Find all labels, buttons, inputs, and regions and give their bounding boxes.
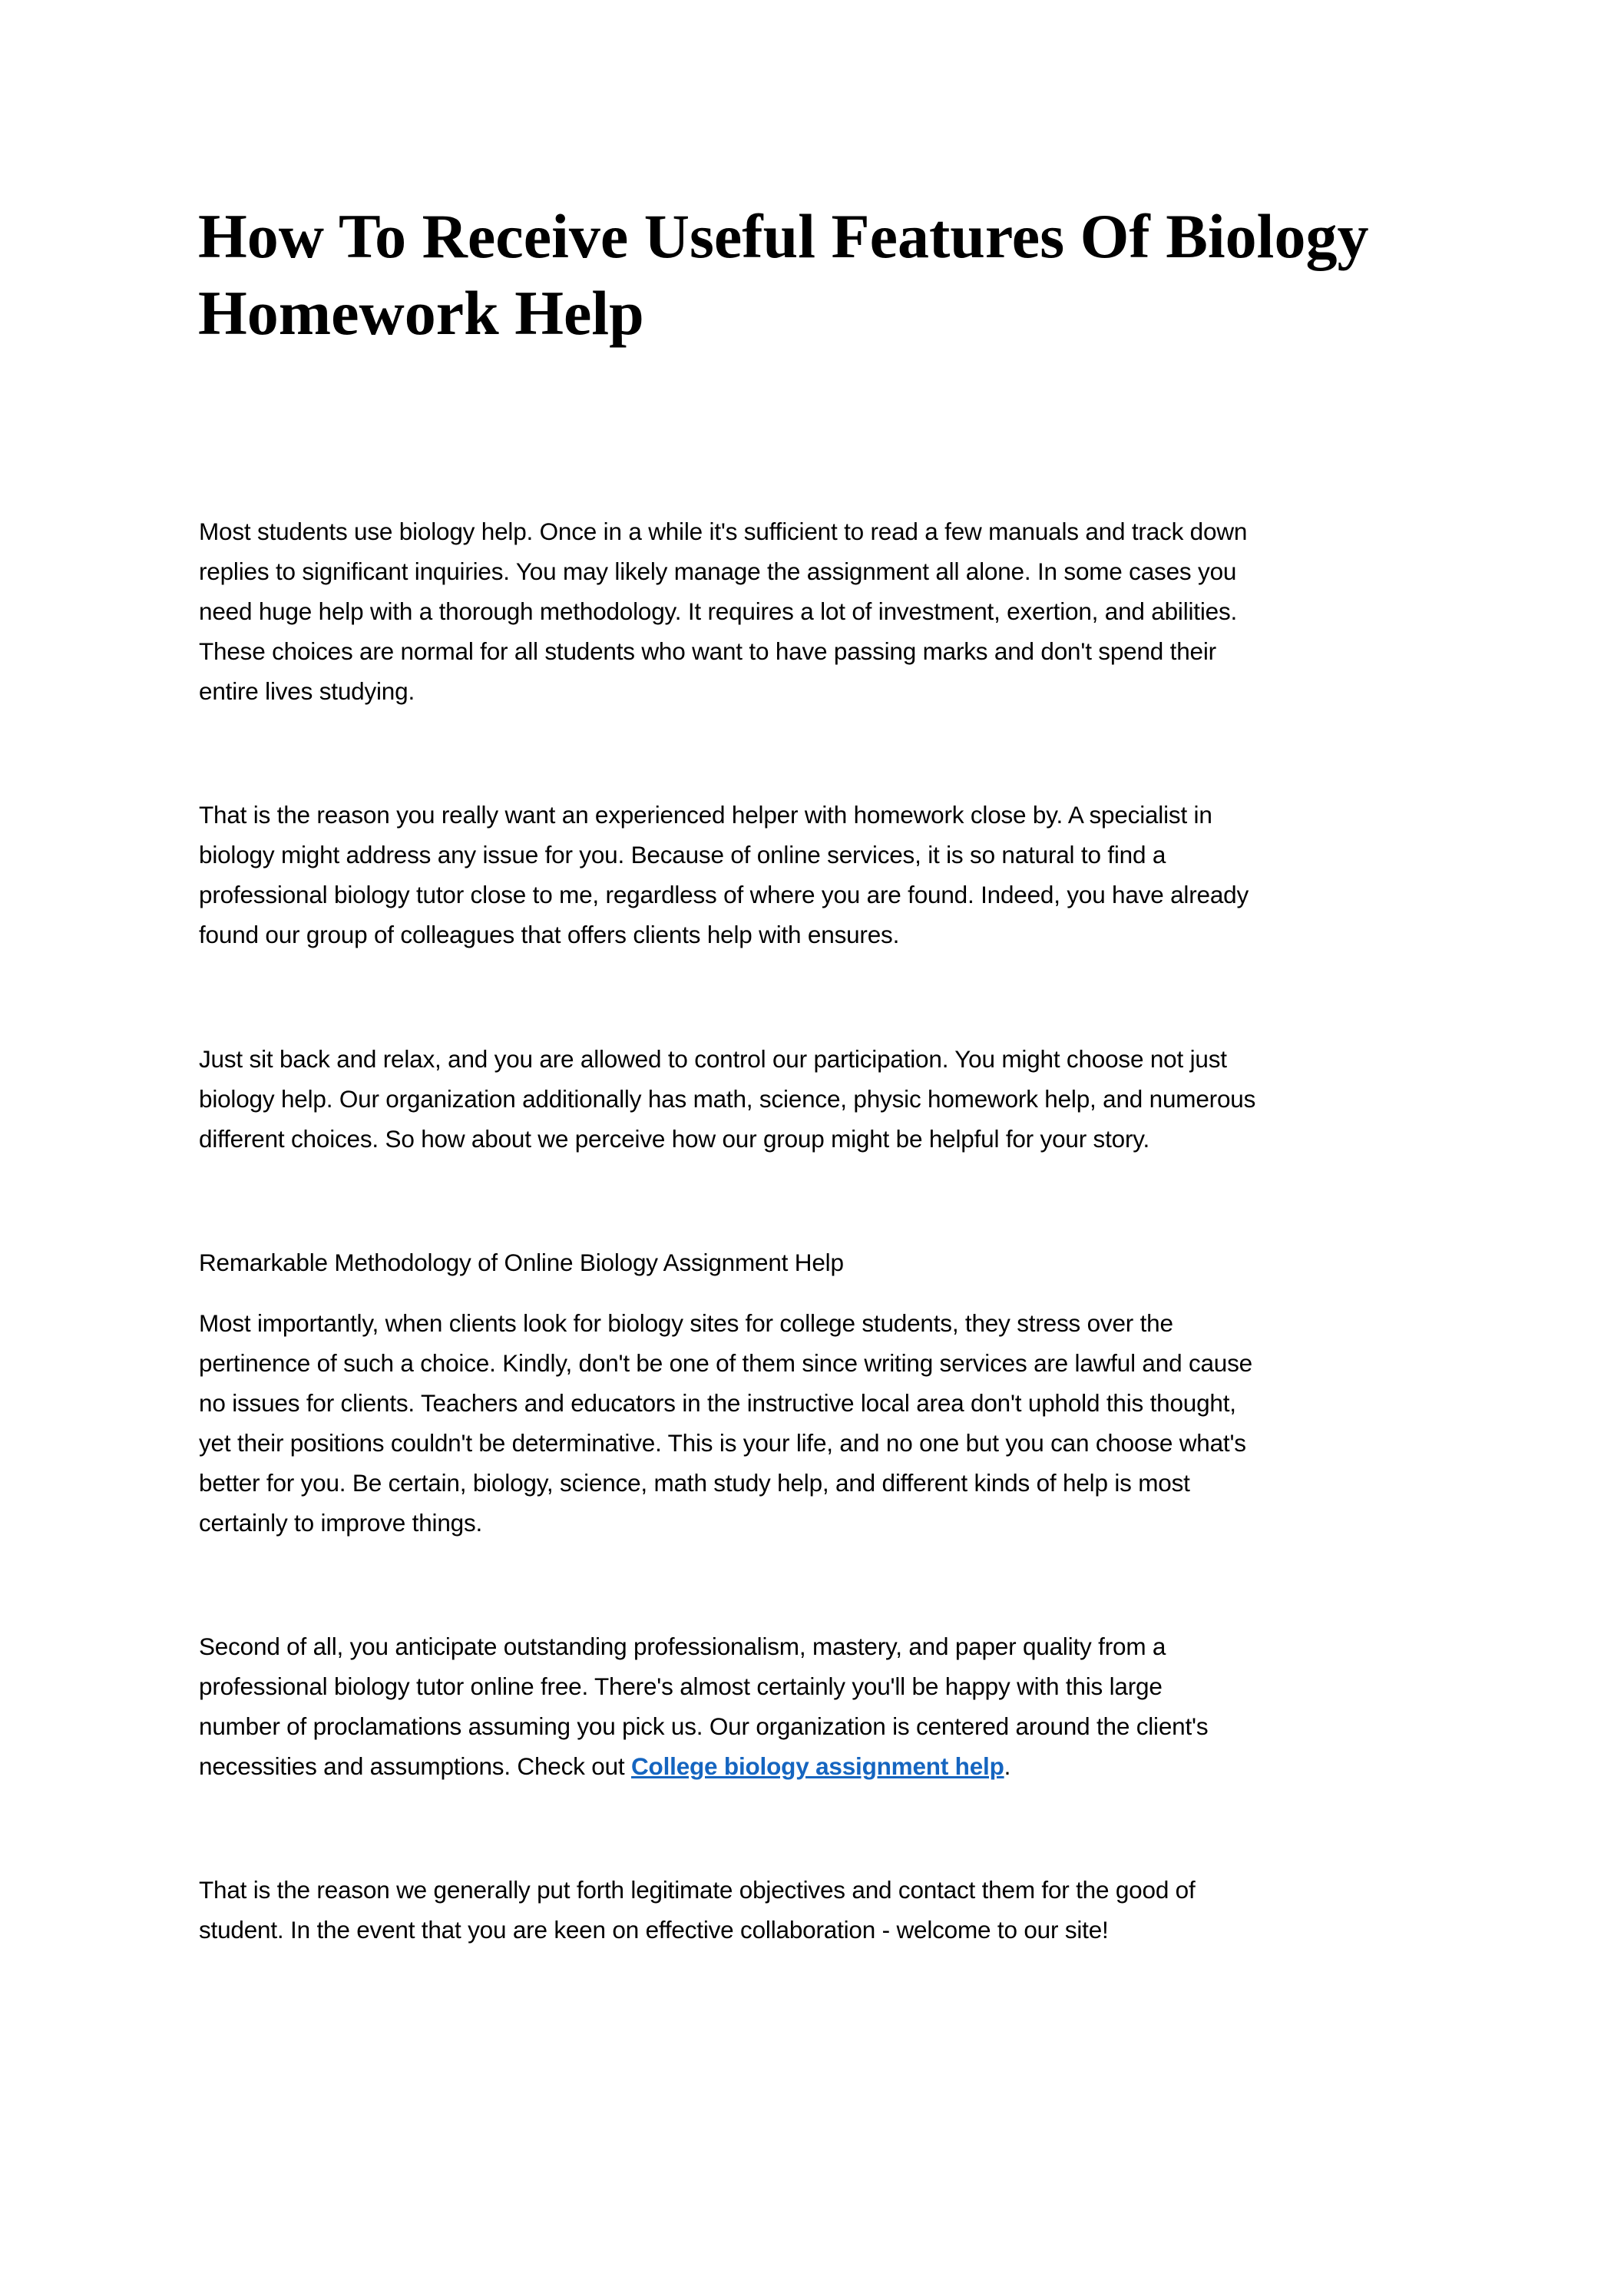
text-line: replies to significant inquiries. You may likely manage the assignment all alone. In some cases you bbox=[199, 557, 1237, 585]
text-line: Most students use biology help. Once in a while it's sufficient to read a few manuals and track down bbox=[199, 518, 1248, 545]
text-line: need huge help with a thorough methodology. It requires a lot of investment, exertion, and abilities. bbox=[199, 597, 1238, 625]
text-line: student. In the event that you are keen on effective collaboration - welcome to our site! bbox=[199, 1916, 1109, 1944]
text-line: These choices are normal for all students who want to have passing marks and don't spend their bbox=[199, 637, 1216, 665]
text-line: pertinence of such a choice. Kindly, don't be one of them since writing services are lawful and cause bbox=[199, 1349, 1252, 1377]
text-line: professional biology tutor online free. There's almost certainly you'll be happy with this large bbox=[199, 1672, 1163, 1700]
text-line: different choices. So how about we perceive how our group might be helpful for your story. bbox=[199, 1125, 1150, 1153]
text-line: Most importantly, when clients look for biology sites for college students, they stress over the bbox=[199, 1309, 1173, 1337]
text-line: professional biology tutor close to me, regardless of where you are found. Indeed, you have already bbox=[199, 881, 1249, 908]
paragraph-4 bbox=[199, 1303, 1252, 1543]
title-line: Homework Help bbox=[198, 278, 644, 348]
text-line: better for you. Be certain, biology, science, math study help, and different kinds of help is most bbox=[199, 1469, 1190, 1497]
text-line: found our group of colleagues that offers clients help with ensures. bbox=[199, 921, 900, 948]
text-line: no issues for clients. Teachers and educators in the instructive local area don't uphold this thought, bbox=[199, 1389, 1236, 1417]
college-biology-assignment-help-link[interactable]: College biology assignment help bbox=[631, 1752, 1004, 1780]
text-line: biology might address any issue for you. Because of online services, it is so natural to find a bbox=[199, 841, 1166, 868]
title-line: How To Receive Useful Features Of Biology bbox=[198, 201, 1369, 271]
text-line: That is the reason we generally put forth legitimate objectives and contact them for the good of bbox=[199, 1876, 1196, 1904]
paragraph-6 bbox=[199, 1870, 1196, 1950]
text-line: That is the reason you really want an experienced helper with homework close by. A specialist in bbox=[199, 801, 1212, 829]
text-segment: . bbox=[1004, 1752, 1011, 1780]
text-line: entire lives studying. bbox=[199, 677, 415, 705]
text-line: number of proclamations assuming you pick us. Our organization is centered around the client's bbox=[199, 1712, 1209, 1740]
paragraph-5 bbox=[199, 1626, 1208, 1786]
text-line: Second of all, you anticipate outstanding professionalism, mastery, and paper quality from a bbox=[199, 1633, 1166, 1660]
text-line: Remarkable Methodology of Online Biology Assignment Help bbox=[199, 1249, 844, 1276]
paragraph-1 bbox=[199, 511, 1247, 711]
page-title bbox=[198, 198, 1368, 352]
text-line: biology help. Our organization additionally has math, science, physic homework help, and numerous bbox=[199, 1085, 1256, 1113]
paragraph-3 bbox=[199, 1039, 1255, 1159]
text-line: Just sit back and relax, and you are allowed to control our participation. You might choose not just bbox=[199, 1045, 1227, 1073]
paragraph-2 bbox=[199, 795, 1249, 954]
text-line: yet their positions couldn't be determinative. This is your life, and no one but you can choose what's bbox=[199, 1429, 1246, 1457]
text-line: certainly to improve things. bbox=[199, 1509, 483, 1537]
text-line-with-link bbox=[199, 1746, 1208, 1786]
text-segment: necessities and assumptions. Check out bbox=[199, 1752, 631, 1780]
section-heading bbox=[199, 1242, 844, 1282]
